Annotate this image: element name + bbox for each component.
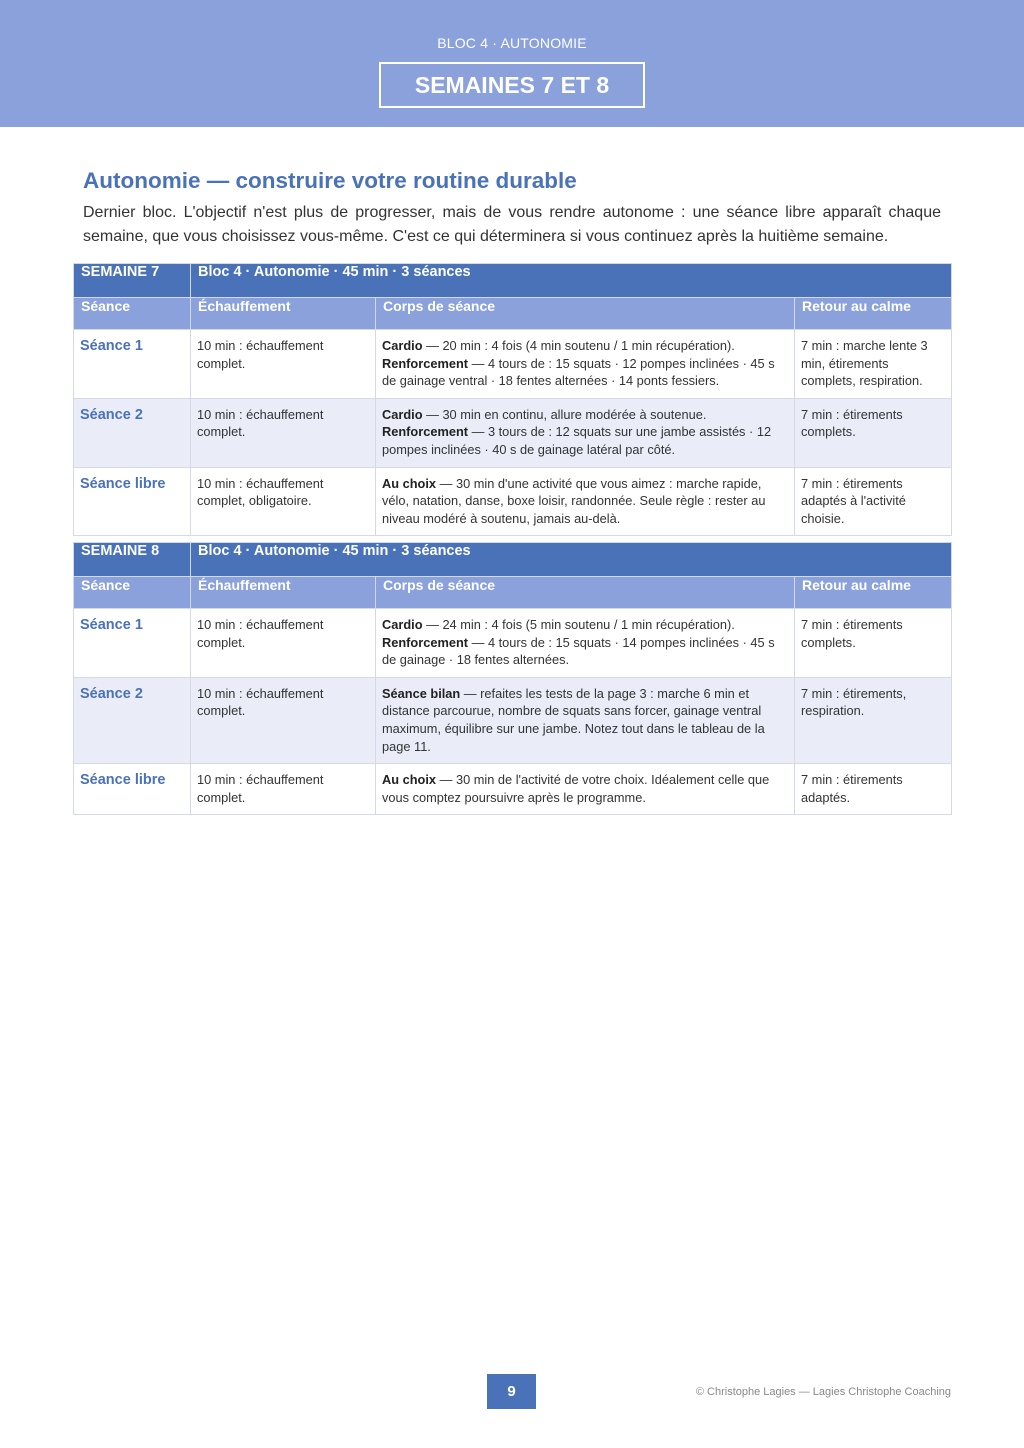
session-name: Séance 1 [74, 330, 191, 399]
section-intro: Dernier bloc. L'objectif n'est plus de progresser, mais de vous rendre autonome : une séance libre apparaît chaque semaine, que vous choisissez vous-même. C'est ce qui déterminera si vous continuez après la huitième semaine. [83, 204, 941, 245]
page-number: 9 [487, 1374, 536, 1409]
week-label: SEMAINE 7 [74, 264, 191, 298]
page-title: SEMAINES 7 ET 8 [379, 62, 645, 108]
session-body [376, 398, 795, 467]
body-text: — 24 min : 4 fois (5 min soutenu / 1 min récupération). [422, 617, 735, 632]
body-label: Renforcement [382, 424, 469, 440]
session-body [376, 467, 795, 536]
body-label: Renforcement [382, 355, 469, 371]
session-warmup: 10 min : échauffement complet. [191, 764, 376, 815]
body-text: — 30 min de l'activité de votre choix. Idéalement celle que vous comptez poursuivre après le programme. [382, 772, 770, 805]
session-warmup: 10 min : échauffement complet. [191, 398, 376, 467]
session-body [376, 609, 795, 678]
body-label: Au choix [382, 475, 437, 491]
week-summary: Bloc 4 · Autonomie · 45 min · 3 séances [191, 543, 952, 577]
body-text: — 4 tours de : 15 squats · 14 pompes inclinées · 45 s de gainage · 18 fentes alternées. [382, 634, 775, 668]
session-name: Séance 2 [74, 398, 191, 467]
session-row [74, 609, 952, 678]
column-header-row [74, 298, 952, 330]
body-text: — 30 min d'une activité que vous aimez : marche rapide, vélo, natation, danse, boxe loisir, randonnée. Seule règle : rester au niveau modéré à soutenu, jamais au-delà. [382, 475, 766, 526]
session-warmup: 10 min : échauffement complet. [191, 609, 376, 678]
session-body [376, 764, 795, 815]
week-header-row [74, 543, 952, 577]
body-label: Cardio [382, 338, 423, 353]
session-warmup: 10 min : échauffement complet. [191, 330, 376, 399]
session-row [74, 764, 952, 815]
session-warmup: 10 min : échauffement complet. [191, 677, 376, 763]
column-header-session: Séance [74, 577, 191, 609]
section-title: Autonomie — construire votre routine durable [83, 168, 577, 193]
column-header-session: Séance [74, 298, 191, 330]
body-label: Renforcement [382, 634, 469, 650]
body-text: — 4 tours de : 15 squats · 12 pompes inclinées · 45 s de gainage ventral · 18 fentes alternées · 14 ponts fessiers. [382, 355, 775, 389]
session-warmup: 10 min : échauffement complet, obligatoire. [191, 467, 376, 536]
session-body [376, 677, 795, 763]
body-label: Séance bilan [382, 685, 461, 701]
session-cooldown: 7 min : étirements adaptés à l'activité choisie. [795, 467, 952, 536]
column-header-body: Corps de séance [376, 298, 795, 330]
session-body [376, 330, 795, 399]
week-7-table [73, 263, 952, 536]
body-label: Au choix [382, 772, 437, 788]
body-text: — refaites les tests de la page 3 : marche 6 min et distance parcourue, nombre de squats sans forcer, gainage ventral maximum, équilibre sur une jambe. Notez tout dans le tableau de la page 11. [382, 685, 765, 754]
column-header-body: Corps de séance [376, 577, 795, 609]
session-cooldown: 7 min : étirements adaptés. [795, 764, 952, 815]
column-header-row [74, 577, 952, 609]
block-kicker: BLOC 4 · AUTONOMIE [437, 35, 587, 51]
body-text: — 20 min : 4 fois (4 min soutenu / 1 min récupération). [422, 338, 735, 353]
body-label: Cardio [382, 617, 423, 632]
session-cooldown: 7 min : marche lente 3 min, étirements complets, respiration. [795, 330, 952, 399]
session-name: Séance 2 [74, 677, 191, 763]
session-cooldown: 7 min : étirements complets. [795, 398, 952, 467]
intro-section [83, 167, 941, 249]
session-name: Séance libre [74, 467, 191, 536]
body-text: — 30 min en continu, allure modérée à soutenue. [422, 406, 707, 422]
session-row [74, 398, 952, 467]
session-cooldown: 7 min : étirements complets. [795, 609, 952, 678]
session-cooldown: 7 min : étirements, respiration. [795, 677, 952, 763]
session-row [74, 467, 952, 536]
body-label: Cardio [382, 406, 423, 422]
copyright-notice: © Christophe Lagies — Lagies Christophe Coaching [695, 1386, 951, 1398]
week-summary: Bloc 4 · Autonomie · 45 min · 3 séances [191, 264, 952, 298]
week-header-row [74, 264, 952, 298]
session-name: Séance libre [74, 764, 191, 815]
column-header-warmup: Échauffement [191, 577, 376, 609]
column-header-cooldown: Retour au calme [795, 298, 952, 330]
week-label: SEMAINE 8 [74, 543, 191, 577]
body-text: — 3 tours de : 12 squats sur une jambe assistés · 12 pompes inclinées · 40 s de gainage latéral par côté. [382, 424, 772, 457]
week-8-table [73, 542, 952, 815]
session-row [74, 677, 952, 763]
session-row [74, 330, 952, 399]
session-name: Séance 1 [74, 609, 191, 678]
page-header [0, 0, 1024, 127]
column-header-warmup: Échauffement [191, 298, 376, 330]
column-header-cooldown: Retour au calme [795, 577, 952, 609]
